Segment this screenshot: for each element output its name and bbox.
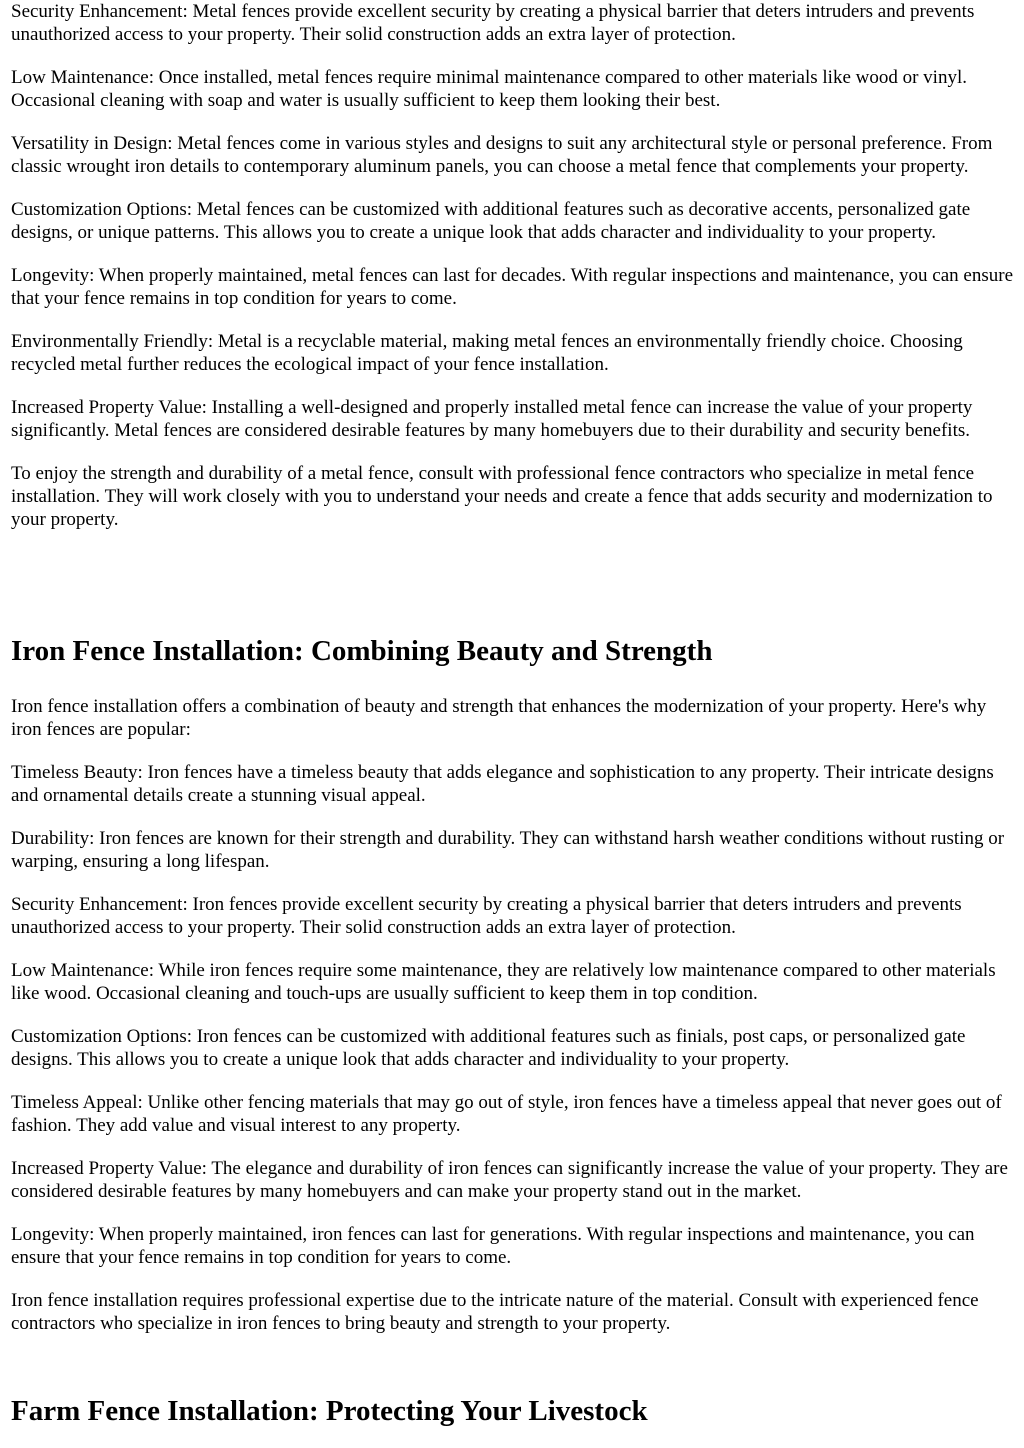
metal-fence-benefits-section [11,0,1014,551]
paragraph-low-maintenance: Low Maintenance: Once installed, metal fences require minimal maintenance compared to other materials like wood or vinyl. Occasional cleaning with soap and water is usually sufficient to keep them looking their best. [11,67,967,111]
paragraph-iron-increased-property-value: Increased Property Value: The elegance and durability of iron fences can significantly increase the value of your property. They are considered desirable features by many homebuyers and can make your property stand out in the market. [11,1158,1008,1202]
paragraph-iron-longevity: Longevity: When properly maintained, iron fences can last for generations. With regular inspections and maintenance, you can ensure that your fence remains in top condition for years to come. [11,1224,975,1268]
paragraph-environmentally-friendly: Environmentally Friendly: Metal is a recyclable material, making metal fences an environmentally friendly choice. Choosing recycled metal further reduces the ecological impact of your fence installation. [11,331,963,375]
heading-farm-fence-installation: Farm Fence Installation: Protecting Your Livestock [11,1395,648,1427]
heading-iron-fence-installation: Iron Fence Installation: Combining Beauty and Strength [11,635,713,667]
paragraph-iron-security-enhancement: Security Enhancement: Iron fences provide excellent security by creating a physical barrier that deters intruders and prevents unauthorized access to your property. Their solid construction adds an extra layer of protection. [11,894,962,938]
paragraph-versatility-in-design: Versatility in Design: Metal fences come in various styles and designs to suit any architectural style or personal preference. From classic wrought iron details to contemporary aluminum panels, you can choose a metal fence that complements your property. [11,133,993,177]
iron-fence-section [11,695,1014,1355]
paragraph-iron-low-maintenance: Low Maintenance: While iron fences require some maintenance, they are relatively low maintenance compared to other materials like wood. Occasional cleaning and touch-ups are usually sufficient to keep them in top condition. [11,960,996,1004]
paragraph-iron-consult: Iron fence installation requires professional expertise due to the intricate nature of the material. Consult with experienced fence contractors who specialize in iron fences to bring beauty and strength to your property. [11,1290,979,1334]
paragraph-iron-customization-options: Customization Options: Iron fences can be customized with additional features such as finials, post caps, or personalized gate designs. This allows you to create a unique look that adds character and individuality to your property. [11,1026,966,1070]
paragraph-metal-fence-consult: To enjoy the strength and durability of a metal fence, consult with professional fence contractors who specialize in metal fence installation. They will work closely with you to understand your needs and create a fence that adds security and modernization to your property. [11,463,993,530]
paragraph-increased-property-value: Increased Property Value: Installing a well-designed and properly installed metal fence can increase the value of your property significantly. Metal fences are considered desirable features by many homebuyers due to their durability and security benefits. [11,397,973,441]
paragraph-timeless-beauty: Timeless Beauty: Iron fences have a timeless beauty that adds elegance and sophistication to any property. Their intricate designs and ornamental details create a stunning visual appeal. [11,762,994,806]
paragraph-iron-intro: Iron fence installation offers a combination of beauty and strength that enhances the modernization of your property. Here's why iron fences are popular: [11,696,987,740]
paragraph-timeless-appeal: Timeless Appeal: Unlike other fencing materials that may go out of style, iron fences have a timeless appeal that never goes out of fashion. They add value and visual interest to any property. [11,1092,1002,1136]
paragraph-customization-options: Customization Options: Metal fences can be customized with additional features such as decorative accents, personalized gate designs, or unique patterns. This allows you to create a unique look that adds character and individuality to your property. [11,199,971,243]
paragraph-longevity: Longevity: When properly maintained, metal fences can last for decades. With regular inspections and maintenance, you can ensure that your fence remains in top condition for years to come. [11,265,1013,309]
paragraph-durability: Durability: Iron fences are known for their strength and durability. They can withstand harsh weather conditions without rusting or warping, ensuring a long lifespan. [11,828,1005,872]
paragraph-security-enhancement: Security Enhancement: Metal fences provide excellent security by creating a physical barrier that deters intruders and prevents unauthorized access to your property. Their solid construction adds an extra layer of protection. [11,1,975,45]
